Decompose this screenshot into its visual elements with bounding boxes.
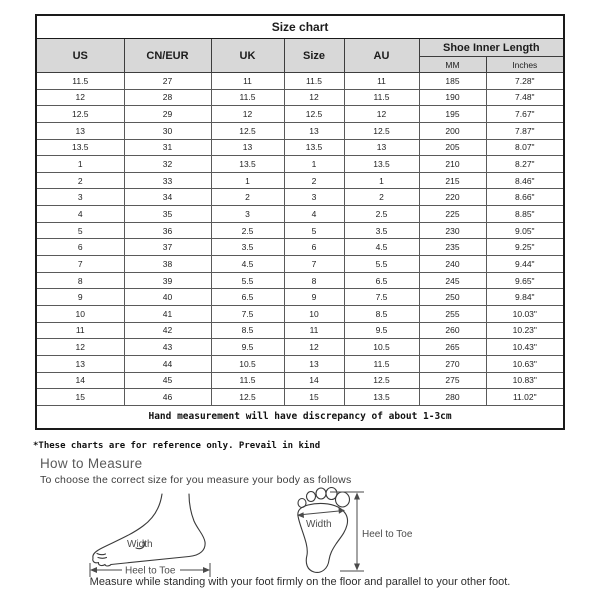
table-cell: 10.5 xyxy=(211,355,284,372)
table-cell: 5 xyxy=(36,222,124,239)
table-cell: 245 xyxy=(419,272,486,289)
table-cell: 31 xyxy=(124,139,211,156)
table-cell: 215 xyxy=(419,172,486,189)
table-cell: 1 xyxy=(36,156,124,173)
footprint-icon xyxy=(292,486,432,578)
reference-note: *These charts are for reference only. Prevail in kind xyxy=(33,441,321,451)
table-cell: 3.5 xyxy=(211,239,284,256)
table-cell: 6.5 xyxy=(344,272,419,289)
table-cell: 7 xyxy=(36,256,124,273)
table-cell: 13 xyxy=(211,139,284,156)
table-cell: 45 xyxy=(124,372,211,389)
table-cell: 7.48" xyxy=(486,89,564,106)
table-cell: 14 xyxy=(36,372,124,389)
table-cell: 9.84" xyxy=(486,289,564,306)
table-cell: 10.43" xyxy=(486,339,564,356)
table-cell: 1 xyxy=(211,172,284,189)
table-row xyxy=(36,322,564,339)
table-cell: 2.5 xyxy=(344,206,419,223)
table-row xyxy=(36,289,564,306)
table-cell: 7.5 xyxy=(344,289,419,306)
table-cell: 5 xyxy=(284,222,344,239)
table-cell: 9.05" xyxy=(486,222,564,239)
table-cell: 230 xyxy=(419,222,486,239)
table-cell: 12.5 xyxy=(36,106,124,123)
table-title: Size chart xyxy=(36,15,564,39)
table-cell: 280 xyxy=(419,389,486,406)
table-cell: 12 xyxy=(284,339,344,356)
size-chart-table xyxy=(35,14,565,430)
table-row xyxy=(36,239,564,256)
table-cell: 7 xyxy=(284,256,344,273)
table-cell: 42 xyxy=(124,322,211,339)
measure-caption: Measure while standing with your foot firmly on the floor and parallel to your other foot. xyxy=(89,576,511,588)
table-cell: 8.07" xyxy=(486,139,564,156)
column-header-cneur: CN/EUR xyxy=(124,39,211,73)
table-cell: 3 xyxy=(211,206,284,223)
table-cell: 8 xyxy=(36,272,124,289)
table-cell: 13.5 xyxy=(284,139,344,156)
table-cell: 9.5 xyxy=(344,322,419,339)
table-row xyxy=(36,189,564,206)
table-cell: 3 xyxy=(36,189,124,206)
table-cell: 40 xyxy=(124,289,211,306)
table-cell: 36 xyxy=(124,222,211,239)
table-cell: 35 xyxy=(124,206,211,223)
table-cell: 250 xyxy=(419,289,486,306)
table-cell: 12 xyxy=(344,106,419,123)
table-cell: 220 xyxy=(419,189,486,206)
table-cell: 10.5 xyxy=(344,339,419,356)
table-cell: 10 xyxy=(284,305,344,322)
table-cell: 8.5 xyxy=(344,305,419,322)
table-cell: 11.5 xyxy=(211,89,284,106)
size-chart-body xyxy=(36,73,564,406)
table-cell: 11.5 xyxy=(211,372,284,389)
table-title-row xyxy=(36,15,564,39)
table-cell: 9.65" xyxy=(486,272,564,289)
table-cell: 28 xyxy=(124,89,211,106)
table-row xyxy=(36,305,564,322)
table-cell: 12 xyxy=(36,339,124,356)
table-cell: 15 xyxy=(36,389,124,406)
table-cell: 46 xyxy=(124,389,211,406)
table-cell: 4 xyxy=(284,206,344,223)
table-cell: 15 xyxy=(284,389,344,406)
table-cell: 275 xyxy=(419,372,486,389)
table-cell: 11 xyxy=(344,73,419,90)
table-cell: 13.5 xyxy=(344,389,419,406)
table-cell: 13 xyxy=(36,355,124,372)
table-cell: 185 xyxy=(419,73,486,90)
table-row xyxy=(36,206,564,223)
column-header-inches: Inches xyxy=(486,57,564,73)
table-cell: 44 xyxy=(124,355,211,372)
table-cell: 9 xyxy=(284,289,344,306)
table-cell: 240 xyxy=(419,256,486,273)
table-cell: 13 xyxy=(284,122,344,139)
table-cell: 7.5 xyxy=(211,305,284,322)
table-cell: 10.23" xyxy=(486,322,564,339)
table-cell: 11.5 xyxy=(344,89,419,106)
table-cell: 10.63" xyxy=(486,355,564,372)
table-footer-row xyxy=(36,405,564,429)
table-row xyxy=(36,372,564,389)
table-cell: 8.27" xyxy=(486,156,564,173)
table-cell: 12.5 xyxy=(211,122,284,139)
table-row xyxy=(36,122,564,139)
foot-side-view-diagram xyxy=(86,492,222,580)
table-cell: 12.5 xyxy=(344,122,419,139)
table-cell: 4 xyxy=(36,206,124,223)
table-cell: 6 xyxy=(284,239,344,256)
table-cell: 205 xyxy=(419,139,486,156)
table-cell: 9.25" xyxy=(486,239,564,256)
column-header-inner-length: Shoe Inner Length xyxy=(419,39,564,57)
table-cell: 13 xyxy=(36,122,124,139)
table-cell: 3.5 xyxy=(344,222,419,239)
table-cell: 2 xyxy=(211,189,284,206)
table-cell: 8.5 xyxy=(211,322,284,339)
table-cell: 2.5 xyxy=(211,222,284,239)
table-cell: 235 xyxy=(419,239,486,256)
table-row xyxy=(36,355,564,372)
how-to-measure-heading: How to Measure xyxy=(40,456,143,471)
table-cell: 255 xyxy=(419,305,486,322)
foot-side-view-icon xyxy=(86,492,222,580)
table-cell: 7.67" xyxy=(486,106,564,123)
table-cell: 200 xyxy=(419,122,486,139)
table-cell: 2 xyxy=(344,189,419,206)
table-cell: 13.5 xyxy=(344,156,419,173)
table-cell: 12 xyxy=(284,89,344,106)
side-heel-to-toe-label: Heel to Toe xyxy=(125,565,176,577)
table-cell: 8.66" xyxy=(486,189,564,206)
table-cell: 12.5 xyxy=(344,372,419,389)
footprint-heel-to-toe-label: Heel to Toe xyxy=(362,529,413,540)
column-header-au: AU xyxy=(344,39,419,73)
table-cell: 11 xyxy=(211,73,284,90)
table-cell: 9.5 xyxy=(211,339,284,356)
table-row xyxy=(36,156,564,173)
table-cell: 41 xyxy=(124,305,211,322)
table-cell: 5.5 xyxy=(344,256,419,273)
table-cell: 8 xyxy=(284,272,344,289)
table-cell: 1 xyxy=(344,172,419,189)
table-cell: 10.83" xyxy=(486,372,564,389)
side-width-label: Width xyxy=(127,539,153,550)
column-header-mm: MM xyxy=(419,57,486,73)
table-cell: 13.5 xyxy=(211,156,284,173)
table-cell: 195 xyxy=(419,106,486,123)
table-footer-note: Hand measurement will have discrepancy of about 1-3cm xyxy=(36,405,564,429)
table-cell: 11.5 xyxy=(284,73,344,90)
footprint-diagram xyxy=(292,486,432,578)
table-row xyxy=(36,73,564,90)
table-row xyxy=(36,339,564,356)
table-row xyxy=(36,389,564,406)
table-cell: 8.85" xyxy=(486,206,564,223)
table-cell: 13 xyxy=(344,139,419,156)
table-header-row xyxy=(36,39,564,57)
table-cell: 39 xyxy=(124,272,211,289)
table-row xyxy=(36,172,564,189)
table-cell: 9.44" xyxy=(486,256,564,273)
table-cell: 4.5 xyxy=(211,256,284,273)
table-row xyxy=(36,222,564,239)
table-cell: 33 xyxy=(124,172,211,189)
table-cell: 29 xyxy=(124,106,211,123)
table-cell: 270 xyxy=(419,355,486,372)
table-cell: 37 xyxy=(124,239,211,256)
table-cell: 34 xyxy=(124,189,211,206)
table-cell: 12 xyxy=(36,89,124,106)
how-to-measure-intro: To choose the correct size for you measure your body as follows xyxy=(40,474,352,486)
table-row xyxy=(36,89,564,106)
table-cell: 13 xyxy=(284,355,344,372)
table-cell: 11 xyxy=(284,322,344,339)
table-cell: 7.28" xyxy=(486,73,564,90)
table-cell: 2 xyxy=(36,172,124,189)
table-cell: 11.5 xyxy=(36,73,124,90)
table-row xyxy=(36,272,564,289)
table-cell: 30 xyxy=(124,122,211,139)
table-cell: 9 xyxy=(36,289,124,306)
table-cell: 11.5 xyxy=(344,355,419,372)
table-cell: 27 xyxy=(124,73,211,90)
table-cell: 190 xyxy=(419,89,486,106)
table-row xyxy=(36,256,564,273)
table-cell: 38 xyxy=(124,256,211,273)
table-cell: 12.5 xyxy=(284,106,344,123)
table-cell: 3 xyxy=(284,189,344,206)
table-cell: 8.46" xyxy=(486,172,564,189)
column-header-uk: UK xyxy=(211,39,284,73)
table-cell: 265 xyxy=(419,339,486,356)
footprint-width-label: Width xyxy=(306,519,332,530)
table-cell: 4.5 xyxy=(344,239,419,256)
table-cell: 210 xyxy=(419,156,486,173)
table-cell: 10.03" xyxy=(486,305,564,322)
table-cell: 43 xyxy=(124,339,211,356)
table-cell: 10 xyxy=(36,305,124,322)
table-cell: 6 xyxy=(36,239,124,256)
table-row xyxy=(36,106,564,123)
table-cell: 6.5 xyxy=(211,289,284,306)
column-header-us: US xyxy=(36,39,124,73)
table-cell: 12.5 xyxy=(211,389,284,406)
table-cell: 11.02" xyxy=(486,389,564,406)
column-header-size: Size xyxy=(284,39,344,73)
table-row xyxy=(36,139,564,156)
table-cell: 12 xyxy=(211,106,284,123)
table-cell: 11 xyxy=(36,322,124,339)
table-cell: 32 xyxy=(124,156,211,173)
table-cell: 2 xyxy=(284,172,344,189)
table-cell: 7.87" xyxy=(486,122,564,139)
table-cell: 1 xyxy=(284,156,344,173)
table-cell: 14 xyxy=(284,372,344,389)
table-cell: 225 xyxy=(419,206,486,223)
table-cell: 13.5 xyxy=(36,139,124,156)
table-cell: 5.5 xyxy=(211,272,284,289)
table-cell: 260 xyxy=(419,322,486,339)
